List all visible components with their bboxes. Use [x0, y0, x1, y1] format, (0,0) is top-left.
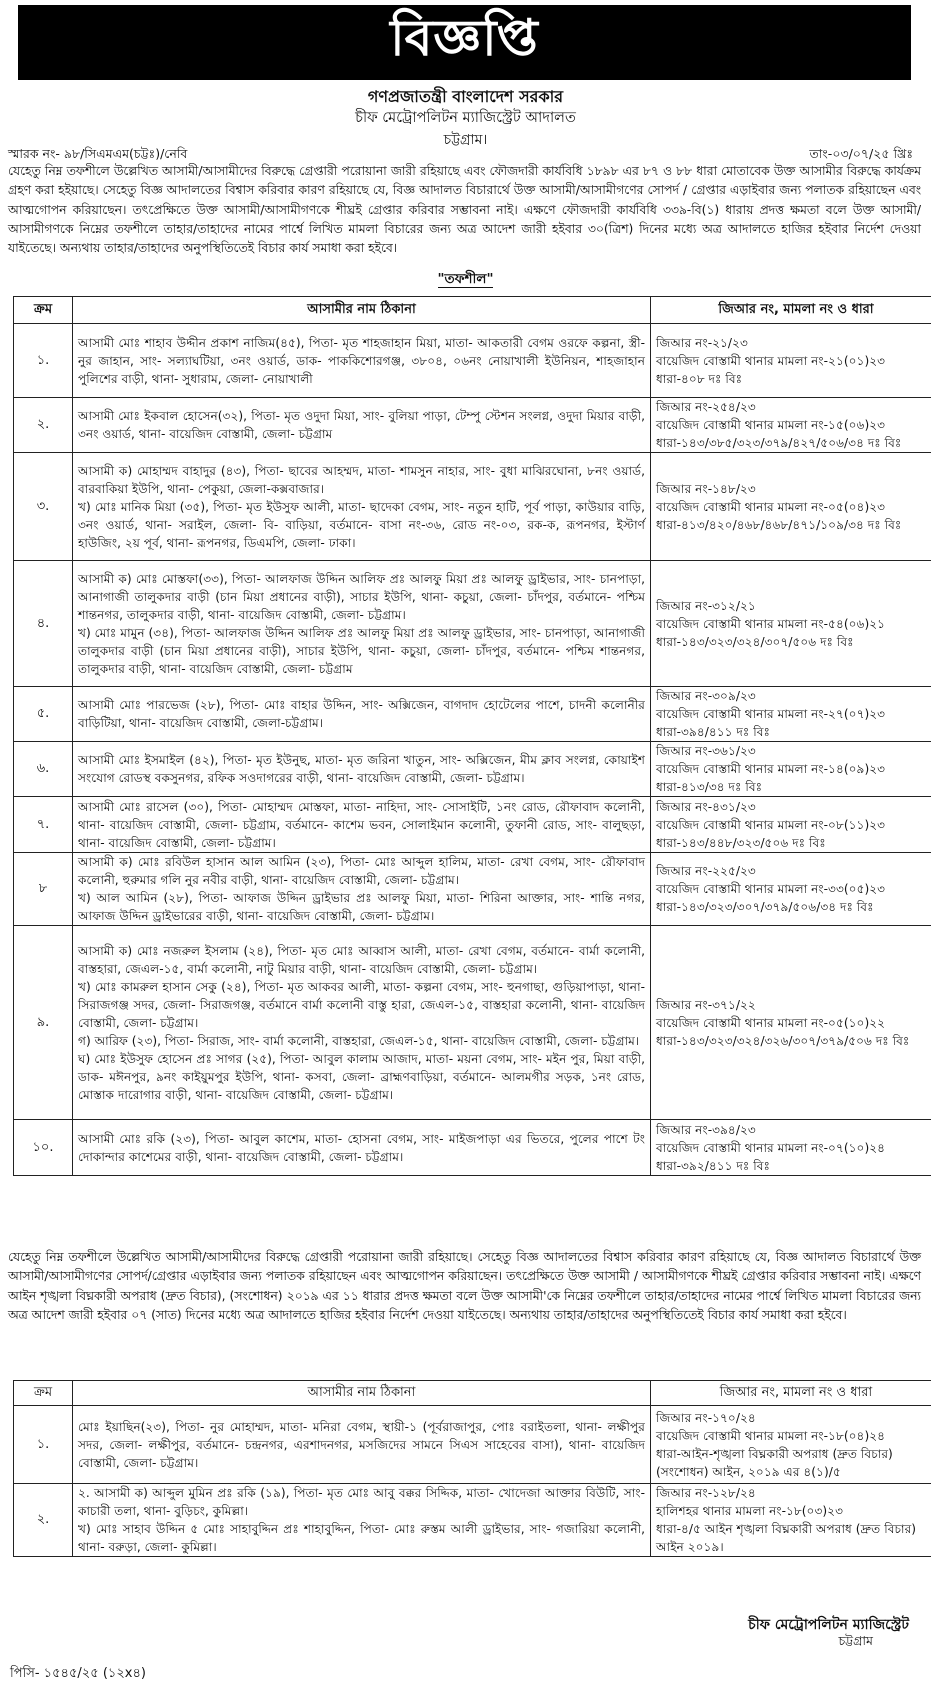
table-row	[14, 687, 931, 742]
notice-paragraph-1: যেহেতু নিম্ন তফশীলে উল্লেখিত আসামী/আসামীদের বিরুদ্ধে গ্রেপ্তারী পরোয়ানা জারী রহিয়াছে এবং ফৌজদারী কার্যবিধি ১৮৯৮ এর ৮৭ ও ৮৮ ধারা মোতাবেক উক্ত আসামীর বিরুদ্ধে কার্যক্রম গ্রহণ করা হইয়াছে। সেহেতু বিজ্ঞ আদালতের বিশ্বাস করিবার কারণ রহিয়াছে যে, বিজ্ঞ আদালত বিচারার্থে উক্ত আসামী/আসামীগণের সোপর্দ / গ্রেপ্তার এড়াইবার জন্য পলাতক রহিয়াছেন এবং আত্মগোপন করিয়াছেন। তৎপ্রেক্ষিতে উক্ত আসামী/আসামীগণকে শীঘ্রই গ্রেপ্তার করিবার সম্ভাবনা নাই। এক্ষণে ফৌজদারী কার্যবিধি ৩৩৯-বি(১) ধারায় প্রদত্ত ক্ষমতা বলে উক্ত আসামী/আসামীগণকে নিম্নের তফশীলে তাহার/তাহাদের নামের পার্শ্বে লিখিত মামলা বিচারের জন্য অত্র আদেশ জারী হইবার ৩০(ত্রিশ) দিনের মধ্যে অত্র আদালতে হাজির হইবার নির্দেশ দেওয়া যাইতেছে। অন্যথায় তাহার/তাহাদের অনুপস্থিতিতেই বিচার কার্য সমাধা করা হইবে।	[8, 164, 921, 256]
schedule-heading-text: "তফশীল"	[437, 271, 494, 287]
row-accused-details: আসামী মোঃ ইসমাইল (৪২), পিতা- মৃত ইউনুছ, মাতা- মৃত জরিনা খাতুন, সাং- অক্সিজেন, মীম ক্লাব সংলগ্ন, কোয়াইশ সংযোগ রোডস্থ বকসুনগর, রফিক সওদাগরের বাড়ী, থানা- বায়েজিদ বোস্তামী, জেলা- চট্টগ্রাম।	[73, 742, 651, 797]
row-accused-details: আসামী মোঃ পারভেজ (২৮), পিতা- মোঃ বাহার উদ্দিন, সাং- অক্সিজেন, বাগদাদ হোটেলের পাশে, চাদনী কলোনীর বাড়িটিয়া, থানা- বায়েজিদ বোস্তামী, জেলা-চট্টগ্রাম।	[73, 687, 651, 742]
row-case-details: জিআর নং-৩৬১/২৩ বায়েজিদ বোস্তামী থানার মামলা নং-১৪(০৯)২৩ ধারা-৪১৩/৩৪ দঃ বিঃ	[651, 742, 931, 797]
row-case-details: জিআর নং-২২৫/২৩ বায়েজিদ বোস্তামী থানার মামলা নং-৩৩(০৫)২৩ ধারা-১৪৩/৩২৩/৩০৭/৩৭৯/৫০৬/৩৪ দঃ বিঃ	[651, 853, 931, 926]
header-case: জিআর নং, মামলা নং ও ধারা	[651, 297, 931, 324]
row-serial: ৫.	[14, 687, 73, 742]
row-serial: ৯.	[14, 926, 73, 1120]
memo-number: স্মারক নং- ৯৮/সিএমএম(চট্টঃ)/নেবি	[8, 146, 188, 161]
row-serial: ৮	[14, 853, 73, 926]
row-case-details: জিআর নং-১৭০/২৪ বায়েজিদ বোস্তামী থানার মামলা নং-১৮(০৪)২৪ ধারা-আইন-শৃঙ্খলা বিঘ্নকারী অপরাধ (দ্রুত বিচার) (সংশোধন) আইন, ২০১৯ এর ৪(১)/৫	[651, 1406, 931, 1484]
row-accused-details: আসামী মোঃ ইকবাল হোসেন(৩২), পিতা- মৃত ওদুদা মিয়া, সাং- বুলিয়া পাড়া, টেম্পু স্টেশন সংলগ্ন, ওদুদা মিয়ার বাড়ী, ৩নং ওয়ার্ড, থানা- বায়েজিদ বোস্তামী, জেলা- চট্টগ্রাম	[73, 398, 651, 453]
schedule-table-1	[13, 296, 931, 1176]
row-serial: ৪.	[14, 561, 73, 687]
row-case-details: জিআর নং-২৫৪/২৩ বায়েজিদ বোস্তামী থানার মামলা নং-১৫(০৬)২৩ ধারা-১৪৩/৩৮৫/৩২৩/৩৭৯/৪২৭/৫০৬/৩৪ দঃ বিঃ	[651, 398, 931, 453]
row-serial: ১.	[14, 1406, 73, 1484]
row-accused-details: আসামী মোঃ রাসেল (৩০), পিতা- মোহাম্মদ মোস্তফা, মাতা- নাহিদা, সাং- সোসাইটি, ১নং রোড, রৌফাবাদ কলোনী, থানা- বায়েজিদ বোস্তামী, জেলা- চট্টগ্রাম, বর্তমানে- কাশেম ভবন, সোলাইমান কলোনী, তুফানী রোড, সাং- বালুছড়া, থানা- বায়েজিদ বোস্তামী, জেলা- চট্টগ্রাম।	[73, 797, 651, 853]
row-case-details: জিআর নং-৩৯৪/২৩ বায়েজিদ বোস্তামী থানার মামলা নং-০৭(১০)২৪ ধারা-৩৯২/৪১১ দঃ বিঃ	[651, 1120, 931, 1176]
header-accused: আসামীর নাম ঠিকানা	[73, 1381, 651, 1406]
row-case-details: জিআর নং-৩৭১/২২ বায়েজিদ বোস্তামী থানার মামলা নং-০৫(১০)২২ ধারা-১৪৩/৩২৩/৩২৪/৩২৬/৩০৭/৩৭৯/৫০৬ দঃ বিঃ	[651, 926, 931, 1120]
row-accused-details: আসামী ক) মোঃ মোস্তফা(৩৩), পিতা- আলফাজ উদ্দিন আলিফ প্রঃ আলফু মিয়া প্রঃ আলফু ড্রাইভার, সাং- চানপাড়া, আনাগাজী তালুকদার বাড়ী (চান মিয়া প্রধানের বাড়ী), সাচার ইউপি, থানা- কচুয়া, জেলা- চাঁদপুর, বর্তমানে- পশ্চিম শান্তনগর, তালুকদার বাড়ী, থানা- বায়েজিদ বোস্তামী, জেলা- চট্টগ্রাম। খ) মোঃ মামুন (৩৪), পিতা- আলফাজ উদ্দিন আলিফ প্রঃ আলফু মিয়া প্রঃ আলফু ড্রাইভার, সাং- চানপাড়া, আনাগাজী তালুকদার বাড়ী (চান মিয়া প্রধানের বাড়ী), সাচার ইউপি, থানা- কচুয়া, জেলা- চাঁদপুর, বর্তমানে- পশ্চিম শান্তনগর, তালুকদার বাড়ী, থানা- বায়েজিদ বোস্তামী, জেলা- চট্টগ্রাম	[73, 561, 651, 687]
notice-paragraph-2: যেহেতু নিম্ন তফশীলে উল্লেখিত আসামী/আসামীদের বিরুদ্ধে গ্রেপ্তারী পরোয়ানা জারী রহিয়াছে। সেহেতু বিজ্ঞ আদালতের বিশ্বাস করিবার কারণ রহিয়াছে যে, বিজ্ঞ আদালত বিচারার্থে উক্ত আসামী/আসামীগণের সোপর্দ/গ্রেপ্তার এড়াইবার জন্য পলাতক রহিয়াছেন এবং আত্মগোপন করিয়াছেন। তৎপ্রেক্ষিতে উক্ত আসামী / আসামীগণকে শীঘ্রই গ্রেপ্তার করিবার সম্ভাবনা নাই। এক্ষণে আইন শৃঙ্খলা বিঘ্নকারী অপরাধ (দ্রুত বিচার), (সংশোধন) ২০১৯ এর ১১ ধারার প্রদত্ত ক্ষমতা বলে উক্ত আসামী'কে নিম্নের তফশীলে তাহার/তাহাদের নামের পার্শ্বে লিখিত মামলা বিচারের জন্য অত্র আদেশ জারী হইবার ০৭ (সাত) দিনের মধ্যে অত্র আদালতে হাজির হইবার নির্দেশ দেওয়া যাইতেছে। অন্যথায় তাহার/তাহাদের অনুপস্থিতিতেই বিচার কার্য সমাধা করা হইবে।	[8, 1250, 921, 1322]
row-accused-details: মোঃ ইয়াছিন(২৩), পিতা- নুর মোহাম্মদ, মাতা- মনিরা বেগম, স্থায়ী-১ (পূর্বরাজাপুর, পোঃ বরাইতলা, থানা- লক্ষীপুর সদর, জেলা- লক্ষীপুর, বর্তমানে- চন্দ্রনগর, এরশাদনগর, মসজিদের সামনে সিএস সাহেবের বাসা), থানা- বায়েজিদ বোস্তামী, জেলা- চট্টগ্রাম।	[73, 1406, 651, 1484]
row-accused-details: ২. আসামী ক) আব্দুল মুমিন প্রঃ রকি (১৯), পিতা- মৃত মোঃ আবু বক্কর সিদ্দিক, মাতা- খোদেজা আক্তার বিউটি, সাং- কাচারী তলা, থানা- বুড়িচং, কুমিল্লা। খ) মোঃ সাহাব উদ্দিন ৫ মোঃ সাহাবুদ্দিন প্রঃ শাহাবুদ্দিন, পিতা- মোঃ রুস্তম আলী ড্রাইভার, সাং- গজারিয়া কলোনী, থানা- বরুড়া, জেলা- কুমিল্লা।	[73, 1484, 651, 1557]
government-title: গণপ্রজাতন্ত্রী বাংলাদেশ সরকার	[367, 87, 564, 106]
court-title: চীফ মেট্রোপলিটন ম্যাজিস্ট্রেট আদালত	[355, 110, 576, 126]
row-serial: ৩.	[14, 453, 73, 561]
header-serial: ক্রম	[14, 297, 73, 324]
row-case-details: জিআর নং-২১/২৩ বায়েজিদ বোস্তামী থানার মামলা নং-২১(০১)২৩ ধারা-৪০৮ দঃ বিঃ	[651, 324, 931, 398]
row-serial: ২.	[14, 398, 73, 453]
row-serial: ৭.	[14, 797, 73, 853]
notice-banner: বিজ্ঞপ্তি	[18, 5, 911, 80]
row-serial: ৬.	[14, 742, 73, 797]
header-serial: ক্রম	[14, 1381, 73, 1406]
table-row	[14, 797, 931, 853]
schedule-table-2	[13, 1380, 931, 1557]
row-accused-details: আসামী ক) মোঃ রবিউল হাসান আল আমিন (২৩), পিতা- মোঃ আব্দুল হালিম, মাতা- রেখা বেগম, সাং- রৌফাবাদ কলোনী, হুরুমার গলি নুর নবীর বাড়ী, থানা- বায়েজিদ বোস্তামী, জেলা- চট্টগ্রাম। খ) আল আমিন (২৮), পিতা- আফাজ উদ্দিন ড্রাইভার প্রঃ আলফু মিয়া, মাতা- শিরিনা আক্তার, সাং- শান্তি নগর, আফাজ উদ্দিন ড্রাইভারের বাড়ী, থানা- বায়েজিদ বোস্তামী, জেলা- চট্টগ্রাম।	[73, 853, 651, 926]
table-row	[14, 926, 931, 1120]
print-code: পিসি- ১৫৪৫/২৫ (১২x৪)	[10, 1666, 146, 1681]
court-location: চট্টগ্রাম।	[443, 132, 488, 148]
table-row	[14, 1406, 931, 1484]
row-accused-details: আসামী মোঃ রকি (২৩), পিতা- আবুল কাশেম, মাতা- হোসনা বেগম, সাং- মাইজপাড়া এর ভিতরে, পুলের পাশে টং দোকান্দার কাশেমের বাড়ী, থানা- বায়েজিদ বোস্তামী, জেলা- চট্টগ্রাম।	[73, 1120, 651, 1176]
row-case-details: জিআর নং-১২৮/২৪ হালিশহর থানার মামলা নং-১৮(০৩)২৩ ধারা-৪/৫ আইন শৃঙ্খলা বিঘ্নকারী অপরাধ (দ্রুত বিচার) আইন ২০১৯।	[651, 1484, 931, 1557]
table-row	[14, 453, 931, 561]
row-case-details: জিআর নং-৩০৯/২৩ বায়েজিদ বোস্তামী থানার মামলা নং-২৭(০৭)২৩ ধারা-৩৯৪/৪১১ দঃ বিঃ	[651, 687, 931, 742]
signatory-place: চট্টগ্রাম	[838, 1633, 873, 1648]
row-case-details: জিআর নং-৪৩১/২৩ বায়েজিদ বোস্তামী থানার মামলা নং-০৮(১১)২৩ ধারা-১৪৩/৪৪৮/৩২৩/৫০৬ দঃ বিঃ	[651, 797, 931, 853]
header-accused: আসামীর নাম ঠিকানা	[73, 297, 651, 324]
row-accused-details: আসামী মোঃ শাহাব উদ্দীন প্রকাশ নাজিম(৪৫), পিতা- মৃত শাহজাহান মিয়া, মাতা- আকতারী বেগম ওরফে কল্পনা, স্ত্রী- নুর জাহান, সাং- সল্যাঘটিয়া, ৩নং ওয়ার্ড, ডাক- পাককিশোরগঞ্জ, ৩৮০৪, ০৬নং নোয়াখালী ইউনিয়ন, শাহজাহান পুলিশের বাড়ী, থানা- সুধারাম, জেলা- নোয়াখালী	[73, 324, 651, 398]
row-case-details: জিআর নং-৩১২/২১ বায়েজিদ বোস্তামী থানার মামলা নং-৫৪(০৬)২১ ধারা-১৪৩/৩২৩/৩২৪/৩০৭/৫০৬ দঃ বিঃ	[651, 561, 931, 687]
table-row	[14, 742, 931, 797]
table-row	[14, 324, 931, 398]
table-header-row	[14, 1381, 931, 1406]
row-serial: ২.	[14, 1484, 73, 1557]
table-row	[14, 1484, 931, 1557]
table-row	[14, 1120, 931, 1176]
signatory-title: চীফ মেট্রোপলিটন ম্যাজিস্ট্রেট	[748, 1617, 909, 1633]
table-header-row	[14, 297, 931, 324]
row-accused-details: আসামী ক) মোঃ নজরুল ইসলাম (২৪), পিতা- মৃত মোঃ আব্বাস আলী, মাতা- রেখা বেগম, বর্তমানে- বার্মা কলোনী, বাস্তহারা, জেএল-১৫, বার্মা কলোনী, নাটু মিয়ার বাড়ী, থানা- বায়েজিদ বোস্তামী, জেলা- চট্টগ্রাম। খ) মোঃ কামরুল হাসান সেকু (২৪), পিতা- মৃত আকবর আলী, মাতা- কল্পনা বেগম, সাং- হুনগাছা, গুড়িয়াপাড়া, থানা- সিরাজগঞ্জ সদর, জেলা- সিরাজগঞ্জ, বর্তমানে বার্মা কলোনী বাস্তু হারা, জেএল-১৫, বাস্তহারা কলোনী, থানা- বায়েজিদ বোস্তামী, জেলা- চট্টগ্রাম। গ) আরিফ (২৩), পিতা- সিরাজ, সাং- বার্মা কলোনী, বাস্তহারা, জেএল-১৫, থানা- বায়েজিদ বোস্তামী, জেলা- চট্টগ্রাম। ঘ) মোঃ ইউসুফ হোসেন প্রঃ সাগর (২৫), পিতা- আবুল কালাম আজাদ, মাতা- ময়না বেগম, সাং- মইন পুর, মিয়া বাড়ী, ডাক- মঈনপুর, ৯নং কাইয়ুমপুর ইউপি, থানা- কসবা, জেলা- ব্রাহ্মণবাড়িয়া, বর্তমানে- আলমগীর সড়ক, ১নং রোড, মোস্তাক দারোগার বাড়ী, থানা- বায়েজিদ বোস্তামী, জেলা- চট্টগ্রাম।	[73, 926, 651, 1120]
memo-date: তাং-০৩/০৭/২৫ খ্রিঃ	[809, 146, 913, 161]
table-row	[14, 398, 931, 453]
row-serial: ১০.	[14, 1120, 73, 1176]
row-accused-details: আসামী ক) মোহাম্মদ বাহাদুর (৪৩), পিতা- ছাবের আহম্মদ, মাতা- শামসুন নাহার, সাং- বুধা মাঝিরঘোনা, ৮নং ওয়ার্ড, বারবাকিয়া ইউপি, থানা- পেকুয়া, জেলা-কক্সবাজার। খ) মোঃ মানিক মিয়া (৩৫), পিতা- মৃত ইউসুফ আলী, মাতা- ছাদেকা বেগম, সাং- নতুন হাটি, পূর্ব পাড়া, কাউয়ার বাড়ি, ৩নং ওয়ার্ড, থানা- সরাইল, জেলা- বি- বাড়িয়া, বর্তমানে- বাসা নং-৩৬, রোড নং-০৩, রক-ক, রূপনগর, ইস্টার্ণ হাউজিং, ২য় পূর্ব, থানা- রূপনগর, ডিএমপি, জেলা- ঢাকা।	[73, 453, 651, 561]
table-row	[14, 561, 931, 687]
row-serial: ১.	[14, 324, 73, 398]
row-case-details: জিআর নং-১৪৮/২৩ বায়েজিদ বোস্তামী থানার মামলা নং-০৫(০৪)২৩ ধারা-৪১৩/৪২০/৪৬৮/৪৬৮/৪৭১/১০৯/৩৪ দঃ বিঃ	[651, 453, 931, 561]
table-row	[14, 853, 931, 926]
schedule-heading	[0, 268, 931, 291]
header-case: জিআর নং, মামলা নং ও ধারা	[651, 1381, 931, 1406]
